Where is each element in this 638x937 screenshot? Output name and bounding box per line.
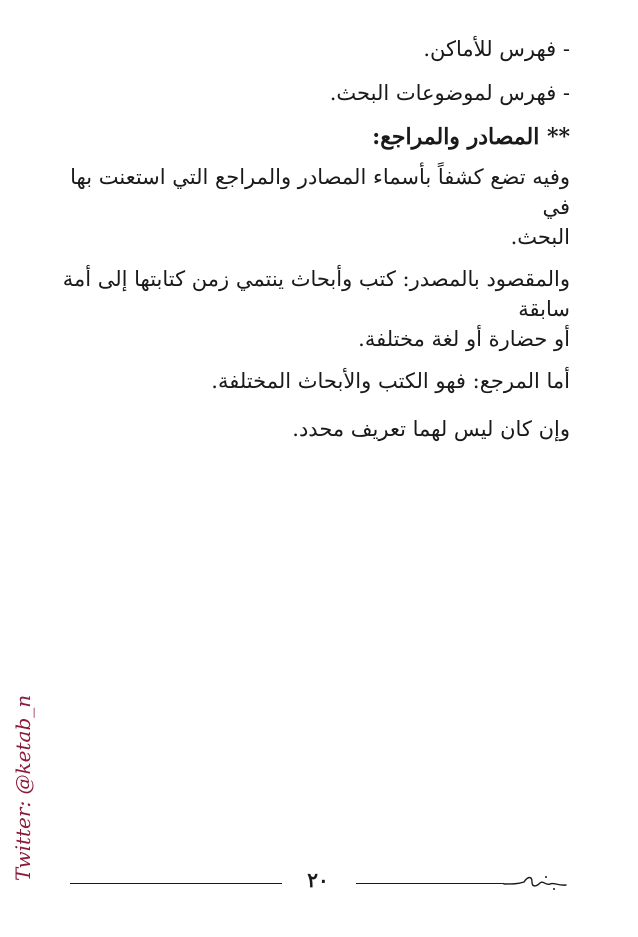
footer-rule-right xyxy=(356,883,504,884)
page-number: ٢٠ xyxy=(307,868,329,892)
paragraph-source-definition xyxy=(60,264,570,354)
paragraph-sources-list xyxy=(60,162,570,252)
paragraph-line: وإن كان ليس لهما تعريف محدد. xyxy=(292,417,570,441)
paragraph-line: أما المرجع: فهو الكتب والأبحاث المختلفة. xyxy=(211,369,570,393)
footer-rule-left xyxy=(70,883,282,884)
paragraph-line: أو حضارة أو لغة مختلفة. xyxy=(358,327,570,351)
page-footer xyxy=(70,868,570,898)
list-item: - فهرس لموضوعات البحث. xyxy=(329,81,570,105)
paragraph-note xyxy=(60,414,570,444)
paragraph-line: والمقصود بالمصدر: كتب وأبحاث ينتمي زمن كتابتها إلى أمة سابقة xyxy=(62,267,570,321)
paragraph-line: وفيه تضع كشفاً بأسماء المصادر والمراجع التي استعنت بها في xyxy=(70,165,570,219)
section-heading: ** المصادر والمراجع: xyxy=(372,124,570,150)
twitter-watermark xyxy=(8,690,38,885)
calligraphy-ornament-icon xyxy=(502,872,568,894)
paragraph-reference-definition xyxy=(60,366,570,396)
list-item: - فهرس للأماكن. xyxy=(423,37,570,61)
index-list xyxy=(60,34,570,108)
paragraph-line: البحث. xyxy=(510,225,570,249)
watermark-text: Twitter: @ketab_n xyxy=(11,694,35,881)
page-body xyxy=(60,34,570,456)
